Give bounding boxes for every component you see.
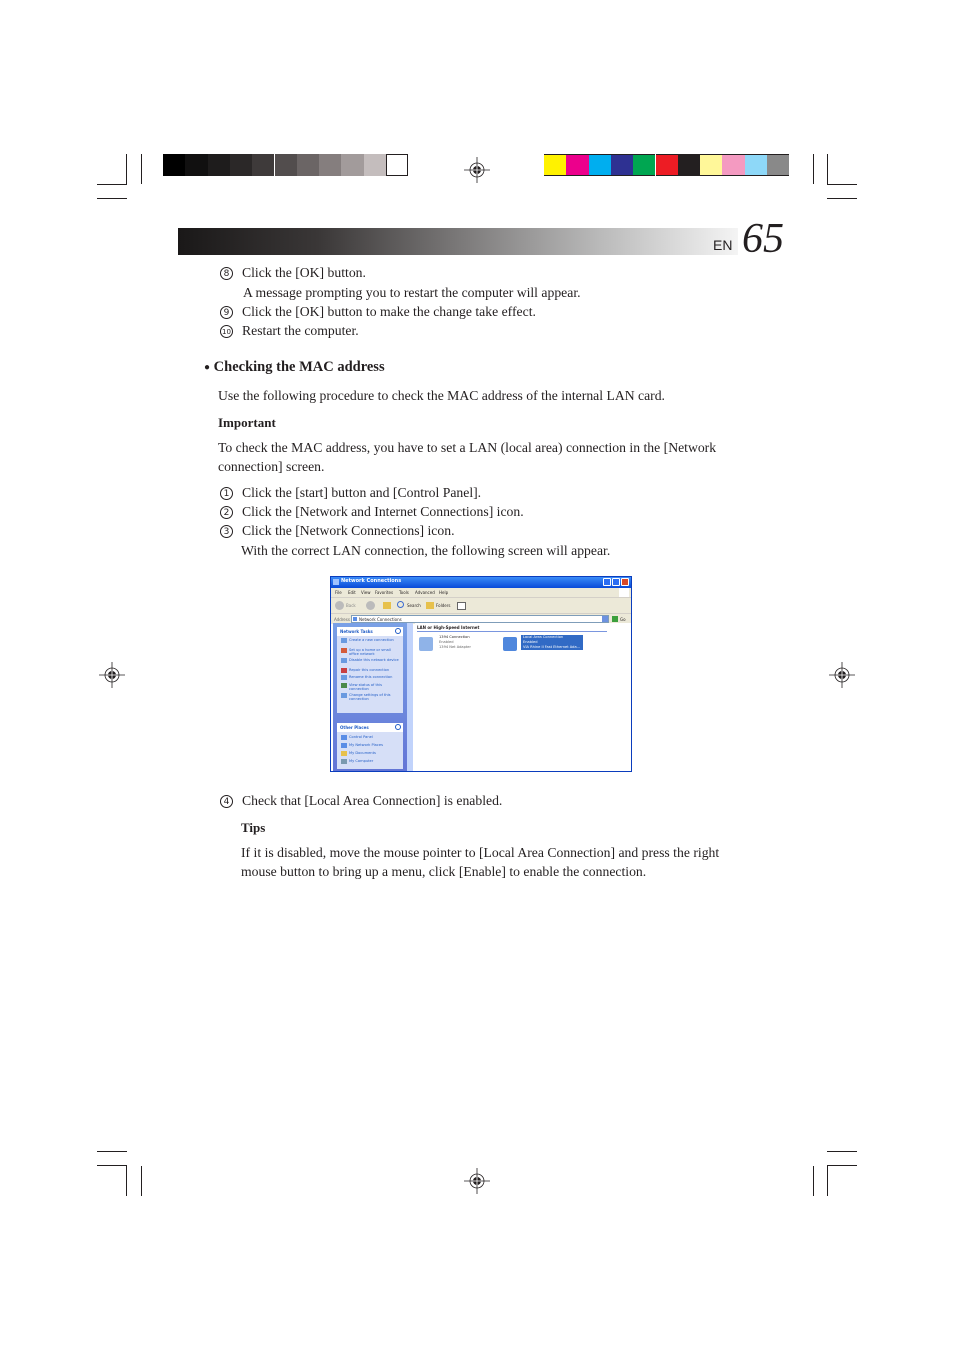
connection-1394[interactable] xyxy=(419,635,489,655)
toolbar xyxy=(331,597,631,614)
step-text: Click the [OK] button to make the change take effect. xyxy=(242,304,536,319)
color-swatch xyxy=(544,154,566,176)
step-text: Click the [Network Connections] icon. xyxy=(242,523,455,538)
collapse-icon[interactable] xyxy=(395,628,401,634)
step-number: 1 xyxy=(220,487,233,500)
color-swatch xyxy=(566,154,588,176)
control-panel-icon xyxy=(341,735,347,740)
menu-favorites[interactable]: Favorites xyxy=(375,590,394,595)
tips-label: Tips xyxy=(241,820,266,835)
bullet-icon: ● xyxy=(204,362,211,373)
gray-swatch xyxy=(185,154,207,176)
step-4 xyxy=(220,791,502,810)
tips-text-line1: If it is disabled, move the mouse pointer to [Local Area Connection] and press the right xyxy=(241,845,720,860)
back-label[interactable]: Back xyxy=(346,603,356,608)
maximize-button[interactable] xyxy=(612,578,620,586)
back-arrow-icon[interactable] xyxy=(335,601,344,610)
conn-name: 1394 Connection xyxy=(439,635,470,639)
step-text: Click the [start] button and [Control Panel]. xyxy=(242,485,482,500)
collapse-icon[interactable] xyxy=(395,724,401,730)
color-swatch xyxy=(745,154,767,176)
address-input[interactable] xyxy=(351,615,609,623)
step-number: 4 xyxy=(220,795,233,808)
gray-swatch xyxy=(341,154,363,176)
important-text-line1: To check the MAC address, you have to set a LAN (local area) connection in the [Network xyxy=(218,440,717,455)
forward-arrow-icon[interactable] xyxy=(366,601,375,610)
network-connections-screenshot xyxy=(330,576,632,772)
step-1 xyxy=(220,483,481,502)
gray-swatch xyxy=(230,154,252,176)
conn-device: VIA Rhine II Fast Ethernet Ada... xyxy=(523,645,581,649)
other-places-title: Other Places xyxy=(340,725,369,730)
menu-edit[interactable]: Edit xyxy=(348,590,356,595)
new-connection-icon xyxy=(341,638,347,643)
menu-tools[interactable]: Tools xyxy=(399,590,409,595)
step-text: Click the [OK] button. xyxy=(242,265,366,280)
go-arrow-icon[interactable] xyxy=(612,616,618,622)
color-swatch xyxy=(700,154,722,176)
view-status-icon xyxy=(341,683,347,688)
step-text: Click the [Network and Internet Connections] icon. xyxy=(242,504,524,519)
gray-swatch xyxy=(163,154,185,176)
conn-name: Local Area Connection xyxy=(523,635,564,639)
window-titlebar xyxy=(331,577,631,588)
task-view-status[interactable]: View status of this connection xyxy=(349,683,383,692)
search-icon[interactable] xyxy=(397,601,404,608)
section-intro: Use the following procedure to check the MAC address of the internal LAN card. xyxy=(218,388,665,403)
gray-swatch xyxy=(364,154,386,176)
color-swatch xyxy=(767,154,789,176)
window-icon xyxy=(333,579,339,585)
gray-swatch xyxy=(275,154,297,176)
step-number: 10 xyxy=(220,325,233,338)
step-3-sub: With the correct LAN connection, the following screen will appear. xyxy=(241,543,611,558)
step-number: 3 xyxy=(220,525,233,538)
menu-advanced[interactable]: Advanced xyxy=(415,590,435,595)
color-swatch xyxy=(633,154,655,176)
other-places-header[interactable] xyxy=(337,723,403,732)
network-tasks-panel xyxy=(337,627,403,713)
dropdown-icon[interactable] xyxy=(602,616,608,622)
task-disable-device[interactable]: Disable this network device xyxy=(349,658,399,662)
step-10 xyxy=(220,321,359,340)
conn-status: Enabled xyxy=(439,640,454,644)
pane-scrollbar[interactable] xyxy=(407,623,413,771)
menu-view[interactable]: View xyxy=(361,590,371,595)
step-text: Check that [Local Area Connection] is enabled. xyxy=(242,793,503,808)
section-title-text: Checking the MAC address xyxy=(213,359,385,375)
repair-icon xyxy=(341,668,347,673)
task-pane xyxy=(333,623,407,771)
documents-folder-icon xyxy=(341,751,347,756)
folders-icon[interactable] xyxy=(426,602,434,609)
conn-device: 1394 Net Adapter xyxy=(439,645,471,649)
task-home-network[interactable]: Set up a home or small office network xyxy=(349,648,391,657)
page-number: 65 xyxy=(742,216,784,262)
network-tasks-header[interactable] xyxy=(337,627,403,636)
network-folder-icon xyxy=(353,617,357,621)
folders-button[interactable]: Folders xyxy=(436,603,451,608)
tips-text-line2: mouse button to bring up a menu, click [Enable] to enable the connection. xyxy=(241,864,647,879)
task-repair[interactable]: Repair this connection xyxy=(349,668,390,672)
step-number: 8 xyxy=(220,267,233,280)
group-header: LAN or High-Speed Internet xyxy=(417,625,480,630)
step-8-sub: A message prompting you to restart the computer will appear. xyxy=(243,285,581,300)
header-gradient-bar xyxy=(178,228,738,255)
disable-device-icon xyxy=(341,658,347,663)
step-8 xyxy=(220,263,366,282)
window-title: Network Connections xyxy=(341,578,402,584)
color-swatch xyxy=(656,154,678,176)
color-swatch xyxy=(589,154,611,176)
menu-help[interactable]: Help xyxy=(439,590,449,595)
views-icon[interactable] xyxy=(457,602,466,610)
search-button[interactable]: Search xyxy=(407,603,421,608)
place-my-computer[interactable]: My Computer xyxy=(349,759,374,763)
rename-icon xyxy=(341,675,347,680)
gray-swatch xyxy=(297,154,319,176)
gray-swatch xyxy=(252,154,274,176)
place-network-places[interactable]: My Network Places xyxy=(349,743,383,747)
registration-mark-icon xyxy=(99,662,125,688)
network-tasks-title: Network Tasks xyxy=(340,629,373,634)
step-9 xyxy=(220,302,536,321)
network-connection-icon xyxy=(503,637,517,651)
gray-swatch xyxy=(319,154,341,176)
step-number: 2 xyxy=(220,506,233,519)
go-button[interactable]: Go xyxy=(620,617,626,622)
computer-icon xyxy=(341,759,347,764)
step-2 xyxy=(220,502,524,521)
place-control-panel[interactable]: Control Panel xyxy=(349,735,373,739)
color-swatch xyxy=(678,154,700,176)
step-number: 9 xyxy=(220,306,233,319)
step-3 xyxy=(220,521,455,540)
other-places-panel xyxy=(337,723,403,769)
color-swatch xyxy=(722,154,744,176)
menu-file[interactable]: File xyxy=(335,590,342,595)
gray-swatch xyxy=(386,154,408,176)
registration-mark-icon xyxy=(464,1168,490,1194)
important-text-line2: connection] screen. xyxy=(218,459,325,474)
menu-bar xyxy=(331,588,631,597)
windows-logo-icon xyxy=(619,588,629,597)
language-label: EN xyxy=(713,237,733,253)
registration-mark-icon xyxy=(829,662,855,688)
close-button[interactable] xyxy=(621,578,629,586)
home-network-icon xyxy=(341,648,347,653)
section-title xyxy=(204,358,385,377)
place-my-documents[interactable]: My Documents xyxy=(349,751,376,755)
gray-swatch xyxy=(208,154,230,176)
address-label: Address xyxy=(334,617,350,622)
important-label: Important xyxy=(218,415,276,430)
registration-mark-icon xyxy=(464,157,490,183)
minimize-button[interactable] xyxy=(603,578,611,586)
color-swatch xyxy=(611,154,633,176)
network-connection-icon xyxy=(419,637,433,651)
group-divider xyxy=(417,631,607,632)
connection-local-area[interactable] xyxy=(503,635,585,655)
conn-status: Enabled xyxy=(523,640,538,644)
step-text: Restart the computer. xyxy=(242,323,359,338)
up-folder-icon[interactable] xyxy=(383,602,391,609)
task-change-settings[interactable]: Change settings of this connection xyxy=(349,693,391,702)
address-value: Network Connections xyxy=(359,617,402,622)
change-settings-icon xyxy=(341,693,347,698)
network-places-icon xyxy=(341,743,347,748)
task-create-connection[interactable]: Create a new connection xyxy=(349,638,394,642)
task-rename[interactable]: Rename this connection xyxy=(349,675,393,679)
connections-view xyxy=(415,623,631,771)
